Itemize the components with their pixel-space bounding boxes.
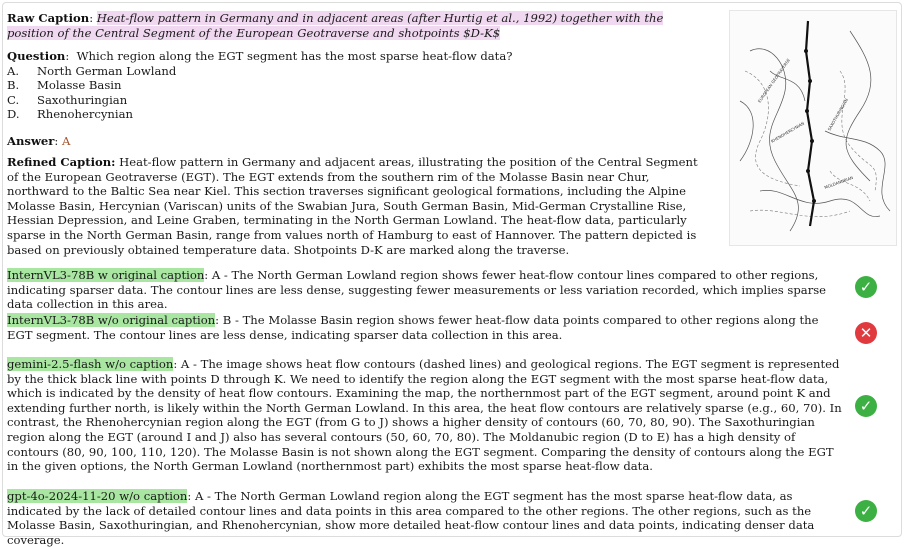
response-2-model: InternVL3-78B w/o original caption <box>7 313 216 327</box>
option-c: C. Saxothuringian <box>7 92 128 107</box>
correct-check-icon: ✓ <box>855 500 877 522</box>
map-label-moldanubian: MOLDANUBIAN <box>823 174 854 190</box>
refined-caption <box>7 155 707 257</box>
option-a: A. North German Lowland <box>7 63 177 78</box>
correct-check-icon: ✓ <box>855 395 877 417</box>
response-2 <box>7 313 847 342</box>
response-4-text: : A - The North German Lowland region along the EGT segment has the most sparse heat-flow data, as indicated by the lack of detailed contour lines and data points in this area compared to the other regions. The other regions, such as the Molasse Basin, Saxothuringian, and Rhenohercynian, show more detailed heat-flow contour lines and data points, indicating denser data coverage. <box>7 489 815 547</box>
map-label-rhenohercynian: RHENOHERCYNIAN <box>770 120 806 144</box>
refined-caption-label: Refined Caption: <box>7 155 116 169</box>
map-label-saxothuringian: SAXOTHURINGIAN <box>826 97 850 132</box>
raw-caption: Raw Caption: Heat-flow pattern in Germany and in adjacent areas (after Hurtig et al., 1992) together with the position of the Central Segment of the European Geotraverse and shotpoints $D-K$ <box>7 11 664 40</box>
map-label-egt: EUROPEAN GEOTRAVERSE <box>756 57 792 104</box>
answer-label: Answer <box>7 134 55 148</box>
response-3-model: gemini-2.5-flash w/o caption <box>7 357 174 371</box>
heat-flow-map-figure <box>729 10 897 246</box>
response-3-text: : A - The image shows heat flow contours (dashed lines) and geological regions. The EGT segment is represented by the thick black line with points D through K. We need to identify the region along the EGT segment with the most sparse heat-flow data, which is indicated by the density of heat flow contours. Examining the map, the northernmost part of the EGT segment, around point K and extending further north, is likely within the North German Lowland. In this area, the heat flow contours are relatively sparse (e.g., 60, 70). In contrast, the Rhenohercynian region along the EGT (from G to J) shows a higher density of contours (60, 70, 80, 90). The Saxothuringian region along the EGT (around I and J) also has several contours (50, 60, 70, 80). The Moldanubic region (D to E) has a high density of contours (80, 90, 100, 110, 120). The Molasse Basin is not shown along the EGT segment. Comparing the density of contours along the EGT in the given options, the North German Lowland (northernmost part) exhibits the most sparse heat-flow data. <box>7 357 842 474</box>
response-4-model: gpt-4o-2024-11-20 w/o caption <box>7 489 188 503</box>
response-1-text: : A - The North German Lowland region shows fewer heat-flow contour lines compared to other regions, indicating sparser data. The contour lines are less dense, suggesting fewer measurements or less variation recorded, which implies sparse data collection in this area. <box>7 268 827 312</box>
answer: Answer: A <box>7 134 71 148</box>
heat-flow-map-icon <box>730 11 896 245</box>
incorrect-cross-icon: ✕ <box>855 322 877 344</box>
question: Question: Which region along the EGT segment has the most sparse heat-flow data? A. North German Lowland B. Molasse Basin C. Saxothuringian D. Rhenohercynian <box>7 49 712 122</box>
raw-caption-label: Raw Caption <box>7 11 90 25</box>
option-b: B. Molasse Basin <box>7 78 122 93</box>
question-text: Which region along the EGT segment has the most sparse heat-flow data? <box>76 49 513 63</box>
raw-caption-text: Heat-flow pattern in Germany and in adjacent areas (after Hurtig et al., 1992) together with the position of the Central Segment of the European Geotraverse and shotpoints $D-K$ <box>7 11 664 40</box>
option-d: D. Rhenohercynian <box>7 107 133 122</box>
question-label: Question <box>7 49 66 63</box>
response-1-model: InternVL3-78B w original caption <box>7 268 205 282</box>
response-1 <box>7 268 847 312</box>
answer-value: A <box>62 134 71 148</box>
response-3 <box>7 357 847 474</box>
response-2-text: : B - The Molasse Basin region shows fewer heat-flow data points compared to other regions along the EGT segment. The contour lines are less dense, indicating sparser data collection in this area. <box>7 313 819 342</box>
response-4 <box>7 489 847 547</box>
refined-caption-text: Heat-flow pattern in Germany and adjacent areas, illustrating the position of the Central Segment of the European Geotraverse (EGT). The EGT extends from the southern rim of the Molasse Basin near Chur, northward to the Baltic Sea near Kiel. This section traverses significant geological formations, including the Alpine Molasse Basin, Hercynian (Variscan) units of the Swabian Jura, South German Basin, Mid-German Crystalline Rise, Hessian Depression, and Leine Graben, terminating in the North German Lowland. The heat-flow data, particularly sparse in the North German Basin, range from values north of Hamburg to east of Hannover. The pattern depicted is based on previously obtained temperature data. Shotpoints D-K are marked along the traverse. <box>7 155 698 257</box>
correct-check-icon: ✓ <box>855 276 877 298</box>
